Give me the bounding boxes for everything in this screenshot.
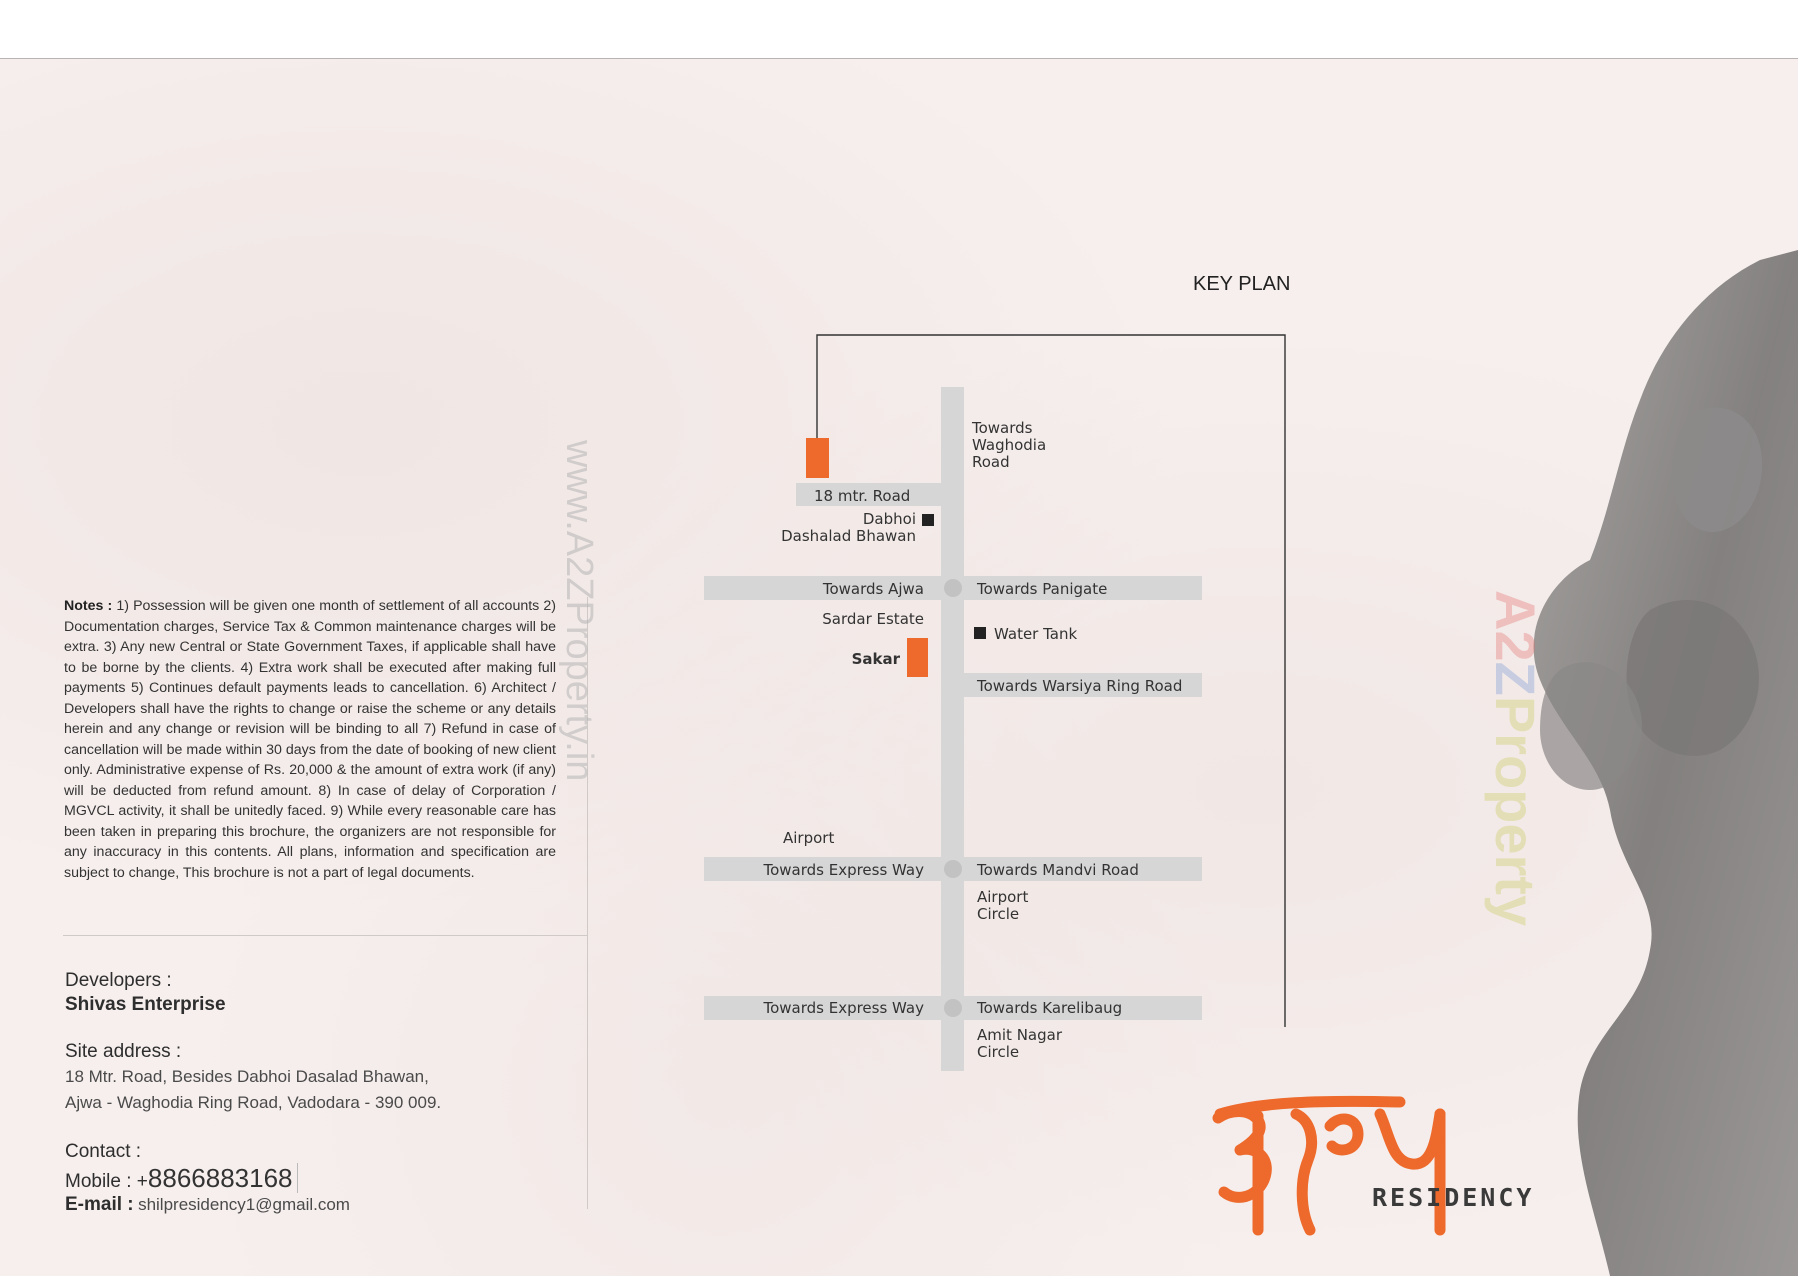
site-marker: [806, 438, 829, 478]
label-towards-mandvi: Towards Mandvi Road: [977, 861, 1139, 879]
horizontal-divider: [63, 935, 587, 936]
logo-subtitle: RESIDENCY: [1372, 1183, 1535, 1212]
label-airport-circle: Airport Circle: [977, 888, 1029, 923]
top-margin-band: [0, 0, 1798, 59]
mobile-row: [65, 1163, 298, 1194]
junction-karelibaug: [944, 999, 962, 1017]
contact-label: Contact :: [65, 1141, 142, 1162]
label-towards-ajwa: Towards Ajwa: [822, 580, 924, 598]
site-address-line1: 18 Mtr. Road, Besides Dabhoi Dasalad Bhawan,: [65, 1067, 429, 1086]
junction-mandvi: [944, 860, 962, 878]
notes-block: [64, 596, 556, 883]
developer-name: Shivas Enterprise: [65, 994, 226, 1015]
label-towards-express-way-1: Towards Express Way: [763, 861, 924, 879]
mobile-number[interactable]: 8866883168: [148, 1163, 298, 1193]
site-address-label: Site address :: [65, 1041, 182, 1062]
label-towards-express-way-2: Towards Express Way: [763, 999, 924, 1017]
label-towards-karelibaug: Towards Karelibaug: [977, 999, 1123, 1017]
shilp-residency-logo: [1200, 1080, 1530, 1240]
label-sardar-estate: Sardar Estate: [822, 610, 924, 628]
label-dashalad-bhawan: Dashalad Bhawan: [781, 527, 916, 545]
label-water-tank: Water Tank: [994, 625, 1078, 643]
water-tank-square-marker: [974, 627, 986, 639]
dabhoi-square-marker: [922, 514, 934, 526]
keyplan-title: KEY PLAN: [1193, 273, 1291, 295]
mobile-label: Mobile : +: [65, 1171, 148, 1192]
label-amit-nagar-circle: Amit Nagar Circle: [977, 1026, 1062, 1061]
label-towards-panigate: Towards Panigate: [977, 580, 1108, 598]
brand-watermark: A2ZProperty: [1484, 590, 1547, 927]
url-watermark: www.A2ZProperty.in: [558, 440, 600, 782]
label-18-mtr-road: 18 mtr. Road: [814, 487, 911, 505]
junction-ajwa: [944, 579, 962, 597]
label-airport: Airport: [783, 829, 835, 847]
email-row: [65, 1194, 350, 1216]
email-label: E-mail :: [65, 1194, 134, 1215]
sakar-marker: [907, 638, 928, 677]
notes-label: Notes :: [64, 598, 113, 614]
email-address[interactable]: shilpresidency1@gmail.com: [138, 1195, 350, 1214]
label-dabhoi: Dabhoi: [862, 510, 916, 528]
label-towards-waghodia: Towards Waghodia Road: [972, 419, 1047, 471]
developers-label: Developers :: [65, 970, 172, 991]
notes-text: 1) Possession will be given one month of settlement of all accounts 2) Documentation charges, Service Tax & Common maintenance charges will be extra. 3) Any new Central or State Government Taxes, if applicable shall have to be borne by the clients. 4) Extra work shall be executed after making full payments 5) Continues default payments leads to cancellation. 6) Architect / Developers shall have the rights to change or raise the scheme or any details herein and any change or revision will be binding to all 7) Refund in case of cancellation will be made within 30 days from the date of booking of new client only. Administrative expense of Rs. 20,000 & the amount of extra work (if any) will be deducted from refund amount. 8) In case of delay of Corporation / MGVCL activity, it shall be unitedly faced. 9) While every reasonable care has been taken in preparing this brochure, the organizers are not responsible for any inaccuracy in this contents. All plans, information and specification are subject to change, This brochure is not a part of legal documents.: [64, 598, 556, 881]
main-road-vertical: [941, 387, 964, 1071]
label-towards-warsiya: Towards Warsiya Ring Road: [977, 677, 1183, 695]
site-address-line2: Ajwa - Waghodia Ring Road, Vadodara - 390 009.: [65, 1093, 442, 1112]
label-sakar: Sakar: [851, 650, 900, 668]
